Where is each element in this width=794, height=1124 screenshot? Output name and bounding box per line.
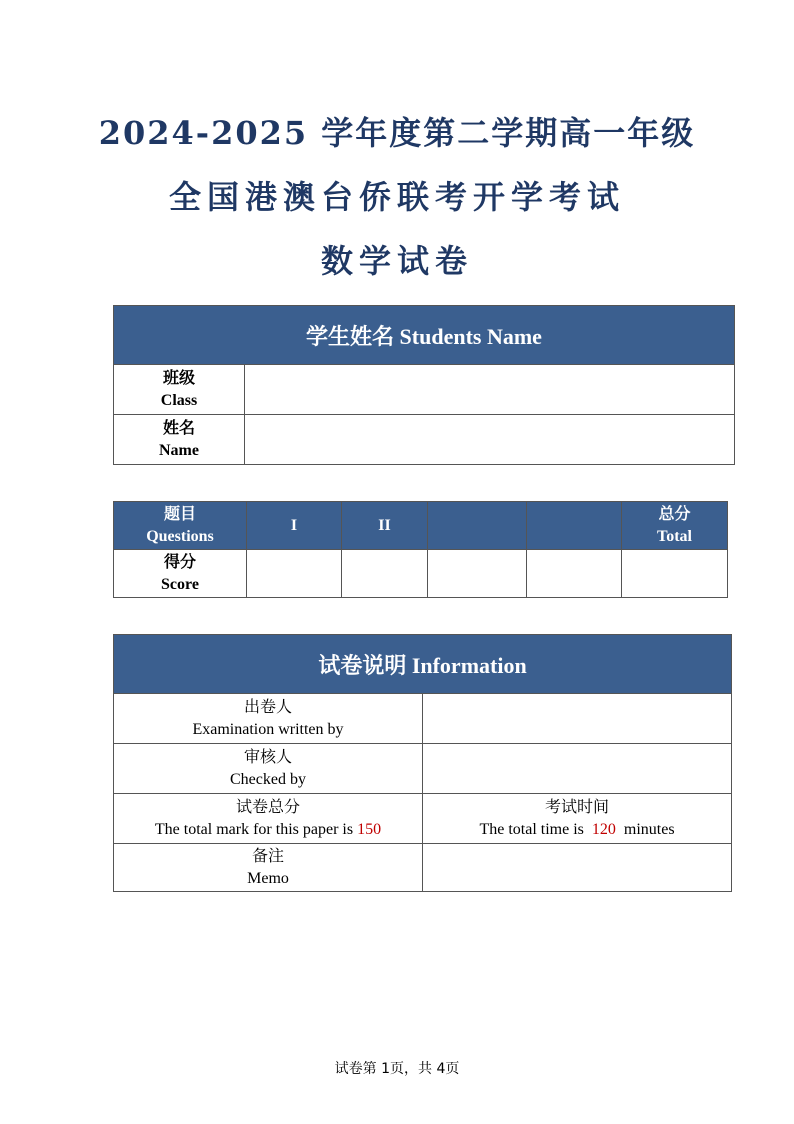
questions-header-en: Questions	[146, 527, 214, 545]
total-mark-value: 150	[357, 820, 382, 838]
question-col-3	[428, 502, 527, 550]
exam-title-line1: 2024-2025 学年度第二学期高一年级	[98, 114, 696, 152]
score-cell-1[interactable]	[247, 550, 342, 598]
total-time-label-pre: The total time is	[479, 820, 584, 838]
memo-label-en: Memo	[247, 869, 289, 887]
student-info-table	[113, 305, 735, 465]
score-label	[114, 550, 247, 598]
total-time-cell	[423, 794, 732, 844]
total-time-value: 120	[591, 820, 616, 838]
total-header-cn: 总分	[658, 505, 691, 523]
total-time-label-post: minutes	[623, 820, 675, 838]
total-time-label-cn: 考试时间	[545, 798, 610, 816]
memo-label-cn: 备注	[251, 847, 284, 865]
written-by-label-cn: 出卷人	[243, 698, 292, 716]
student-table-title: 学生姓名 Students Name	[306, 323, 542, 349]
total-mark-text	[114, 819, 422, 841]
questions-header	[114, 502, 247, 550]
question-col-1: I	[247, 502, 342, 550]
exam-title-line2: 全国港澳台侨联考开学考试	[168, 178, 625, 216]
checked-by-label	[114, 744, 423, 794]
info-table-title: 试卷说明 Information	[318, 652, 527, 678]
page-footer: 试卷第 1页，共 4页	[334, 1061, 460, 1077]
class-field[interactable]	[245, 365, 735, 415]
total-header	[622, 502, 728, 550]
memo-field[interactable]	[423, 844, 732, 892]
name-field[interactable]	[245, 415, 735, 465]
memo-label	[114, 844, 423, 892]
class-label-cn: 班级	[162, 369, 195, 387]
written-by-label-en: Examination written by	[192, 720, 344, 738]
questions-header-cn: 题目	[163, 505, 196, 523]
name-label	[114, 415, 245, 465]
name-label-cn: 姓名	[162, 419, 195, 437]
score-cell-4[interactable]	[527, 550, 622, 598]
total-mark-cell	[114, 794, 423, 844]
written-by-label	[114, 694, 423, 744]
score-label-cn: 得分	[163, 553, 196, 571]
exam-info-table	[113, 634, 732, 892]
class-label-en: Class	[160, 391, 198, 409]
checked-by-label-en: Checked by	[230, 770, 306, 788]
total-mark-label-cn: 试卷总分	[235, 798, 300, 816]
score-table	[113, 501, 728, 598]
total-time-text	[423, 819, 731, 841]
student-table-header	[114, 306, 735, 365]
class-label	[114, 365, 245, 415]
total-mark-label-en: The total mark for this paper is	[154, 820, 354, 838]
question-col-4	[527, 502, 622, 550]
exam-title-line3: 数学试卷	[320, 242, 473, 280]
checked-by-field[interactable]	[423, 744, 732, 794]
score-cell-total[interactable]	[622, 550, 728, 598]
score-cell-3[interactable]	[428, 550, 527, 598]
total-header-en: Total	[657, 527, 692, 545]
score-cell-2[interactable]	[342, 550, 428, 598]
question-col-2: II	[342, 502, 428, 550]
checked-by-label-cn: 审核人	[243, 748, 292, 766]
score-label-en: Score	[161, 575, 199, 593]
name-label-en: Name	[159, 441, 199, 459]
info-table-header	[114, 635, 732, 694]
written-by-field[interactable]	[423, 694, 732, 744]
